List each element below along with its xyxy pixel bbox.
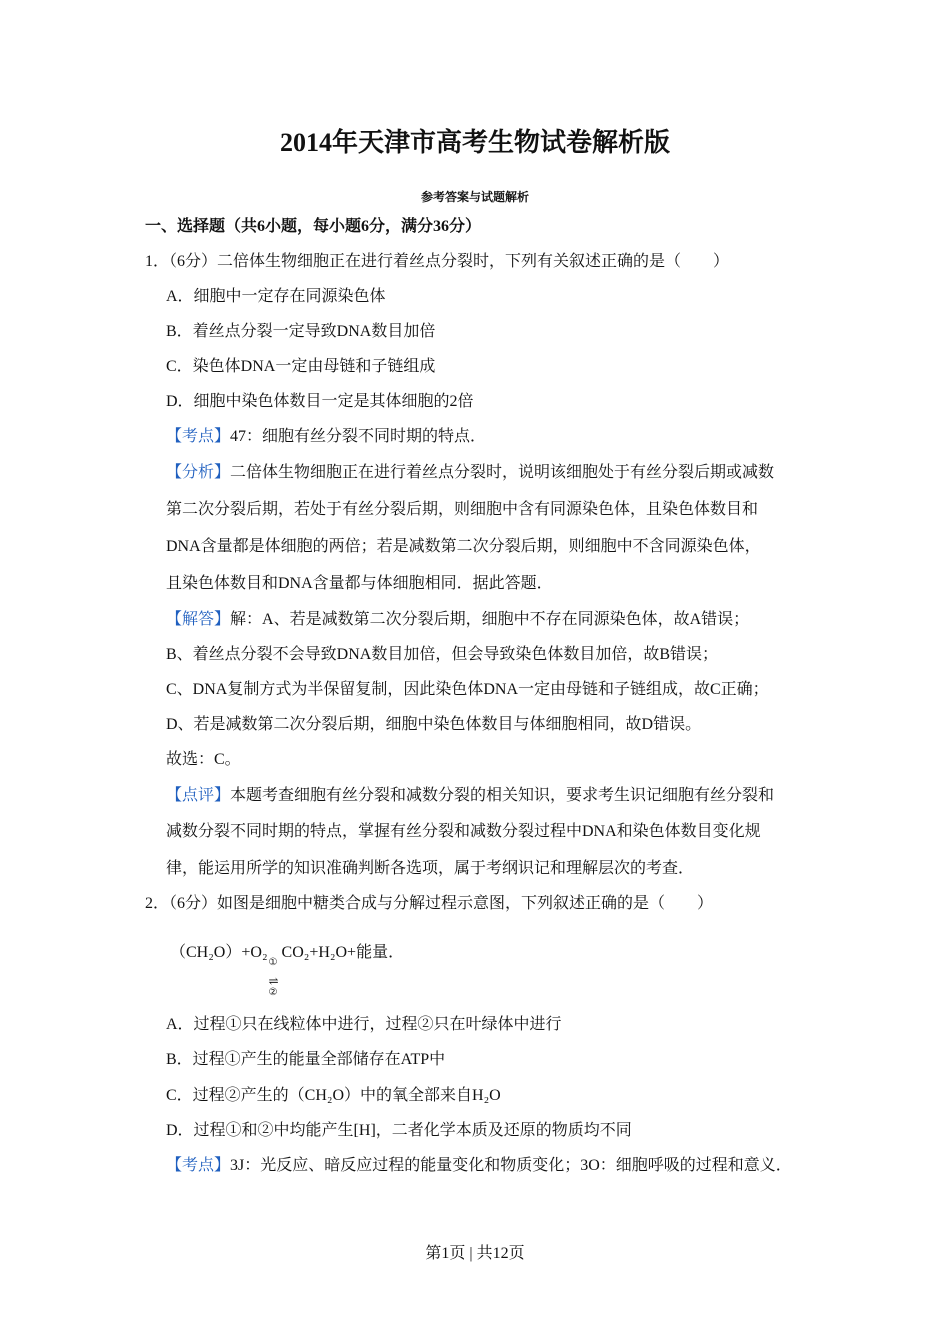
q1-option-d: D．细胞中染色体数目一定是其体细胞的2倍 [166, 393, 474, 410]
page-title: 2014年天津市高考生物试卷解析版 [279, 128, 670, 157]
q1-option-c: C．染色体DNA一定由母链和子链组成 [166, 358, 436, 375]
dianping-line: 律，能运用所学的知识准确判断各选项，属于考纲识记和理解层次的考查． [166, 860, 695, 877]
jieda-line: B、着丝点分裂不会导致DNA数目加倍，但会导致染色体数目加倍，故B错误； [166, 646, 719, 663]
fenxi-line: 且染色体数目和DNA含量都与体细胞相同．据此答题． [166, 575, 553, 592]
dianping-tag: 【点评】 [166, 787, 231, 804]
step-1-label: ① [268, 957, 278, 968]
kaodian-text: 47：细胞有丝分裂不同时期的特点． [230, 428, 487, 445]
jieda-tag: 【解答】 [166, 611, 231, 628]
equation-left: （CH₂O）+O₂ [170, 944, 268, 961]
kaodian-text: 3J：光反应、暗反应过程的能量变化和物质变化；3O：细胞呼吸的过程和意义． [230, 1157, 792, 1174]
answer-choice: 故选：C。 [166, 751, 241, 768]
jieda-line: C、DNA复制方式为半保留复制，因此染色体DNA一定由母链和子链组成，故C正确； [166, 681, 769, 698]
q2-kaodian [166, 1156, 792, 1176]
reaction-equation [170, 943, 405, 998]
q1-dianping [166, 786, 774, 806]
dianping-line: 减数分裂不同时期的特点，掌握有丝分裂和减数分裂过程中DNA和染色体数目变化规 [166, 823, 761, 840]
kaodian-tag: 【考点】 [166, 428, 231, 445]
q1-kaodian [166, 427, 486, 447]
q1-fenxi [166, 463, 774, 483]
page-footer: 第1页 | 共12页 [425, 1245, 525, 1262]
q2-option-c: C．过程②产生的（CH₂O）中的氧全部来自H₂O [166, 1087, 501, 1104]
q1-jieda [166, 610, 749, 630]
fenxi-line: DNA含量都是体细胞的两倍；若是减数第二次分裂后期，则细胞中不含同源染色体， [166, 538, 761, 555]
fenxi-line: 第二次分裂后期，若处于有丝分裂后期，则细胞中含有同源染色体，且染色体数目和 [166, 501, 759, 518]
q2-option-b: B．过程①产生的能量全部储存在ATP中 [166, 1051, 446, 1068]
dianping-line: 本题考查细胞有丝分裂和减数分裂的相关知识，要求考生识记细胞有丝分裂和 [230, 787, 775, 804]
equation-right: CO₂+H₂O+能量． [281, 944, 405, 961]
arrow-glyph: ⇌ [268, 974, 279, 988]
fenxi-line: 二倍体生物细胞正在进行着丝点分裂时，说明该细胞处于有丝分裂后期或减数 [230, 464, 775, 481]
kaodian-tag: 【考点】 [166, 1157, 231, 1174]
question-1-stem: 1．（6分）二倍体生物细胞正在进行着丝点分裂时，下列有关叙述正确的是（ ） [145, 253, 730, 270]
jieda-line: 解：A、若是减数第二次分裂后期，细胞中不存在同源染色体，故A错误； [230, 611, 750, 628]
q1-option-b: B．着丝点分裂一定导致DNA数目加倍 [166, 323, 436, 340]
q2-option-a: A．过程①只在线粒体中进行，过程②只在叶绿体中进行 [166, 1016, 562, 1033]
fenxi-tag: 【分析】 [166, 464, 231, 481]
q1-option-a: A．细胞中一定存在同源染色体 [166, 288, 386, 305]
question-2-stem: 2．（6分）如图是细胞中糖类合成与分解过程示意图，下列叙述正确的是（ ） [145, 895, 714, 912]
jieda-line: D、若是减数第二次分裂后期，细胞中染色体数目与体细胞相同，故D错误。 [166, 716, 702, 733]
step-2-label: ② [268, 987, 278, 998]
subtitle: 参考答案与试题解析 [420, 190, 529, 204]
section-heading: 一、选择题（共6小题，每小题6分，满分36分） [145, 218, 482, 235]
q2-option-d: D．过程①和②中均能产生[H]，二者化学本质及还原的物质均不同 [166, 1122, 632, 1139]
